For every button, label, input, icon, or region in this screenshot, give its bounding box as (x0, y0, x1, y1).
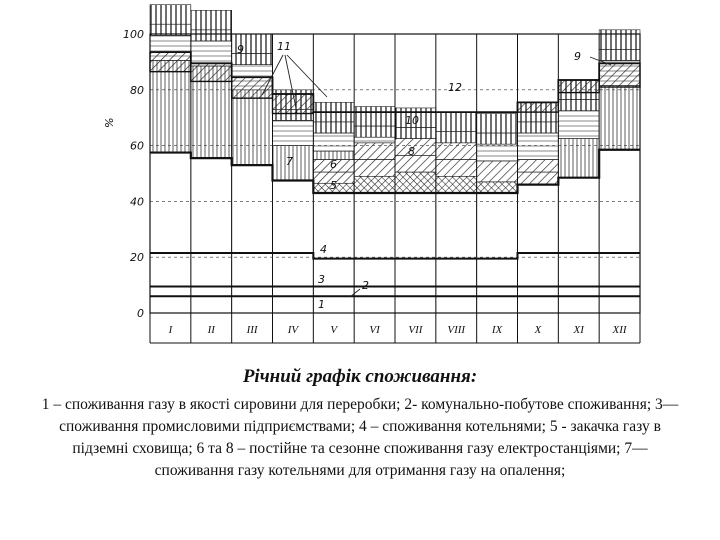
top-cap-XI (558, 80, 599, 93)
segment-2-X (518, 286, 559, 296)
month-label-VII: VII (408, 324, 423, 336)
segment-4-VII (395, 193, 436, 259)
series-label-9-right: 9 (574, 50, 581, 63)
segment-6-X (518, 172, 559, 185)
segment-2-XII (599, 286, 640, 296)
segment-3-IX (477, 259, 518, 287)
month-label-XII: XII (612, 324, 627, 336)
segment-3-IV (273, 253, 314, 286)
month-label-VI: VI (369, 324, 380, 336)
segment-10-IX (477, 144, 518, 161)
segment-3-XII (599, 253, 640, 286)
figure-caption (34, 366, 686, 482)
month-label-IX: IX (491, 324, 503, 336)
segment-5-VII (395, 172, 436, 193)
segment-10-II (191, 41, 232, 66)
segment-2-I (150, 286, 191, 296)
segment-3-I (150, 253, 191, 286)
segment-3-VIII (436, 259, 477, 287)
month-label-VIII: VIII (447, 324, 466, 336)
segment-4-VIII (436, 193, 477, 259)
segment-3-VII (395, 259, 436, 287)
top-cap-I (150, 52, 191, 72)
segment-4-X (518, 185, 559, 253)
segment-9-IX (477, 114, 518, 134)
month-label-II: II (207, 324, 215, 336)
segment-4-VI (354, 193, 395, 259)
series-label-12: 12 (448, 81, 462, 94)
segment-4-II (191, 158, 232, 253)
segment-1-XI (558, 296, 599, 313)
series-label-10: 10 (405, 114, 419, 127)
series-label-11: 11 (277, 40, 291, 53)
month-label-IV: IV (287, 324, 299, 336)
segment-12-IX (477, 133, 518, 144)
segment-2-V (313, 286, 354, 296)
segment-10-X (518, 133, 559, 160)
segment-3-II (191, 253, 232, 286)
y-tick-label: 100 (123, 28, 144, 41)
segment-8-VII (395, 139, 436, 156)
y-axis-labels (123, 28, 144, 320)
segment-1-IX (477, 296, 518, 313)
segment-2-IX (477, 286, 518, 296)
top-cap-III (232, 77, 273, 98)
segment-12-VI (354, 126, 395, 137)
segment-3-XI (558, 253, 599, 286)
segment-12-VIII (436, 132, 477, 143)
month-label-X: X (534, 324, 542, 336)
segment-4-III (232, 165, 273, 253)
segment-12-XII (599, 49, 640, 60)
segment-10-XI (558, 111, 599, 139)
segment-12-II (191, 30, 232, 41)
month-label-XI: XI (573, 324, 584, 336)
segment-7-XI (558, 139, 599, 178)
segment-5-VI (354, 176, 395, 193)
segment-12-V (313, 122, 354, 133)
series-label-6: 6 (330, 158, 337, 171)
segment-2-II (191, 286, 232, 296)
series-label-3: 3 (318, 273, 325, 286)
segment-9-I (150, 5, 191, 25)
segment-8-X (518, 160, 559, 173)
segment-2-VII (395, 286, 436, 296)
caption-text: 1 – споживання газу в якості сировини для переробки; 2- комунально-побутове споживання; 3— споживання промисловими підприємствами; 4 – споживання котельнями; 5 - закачка газу в підземні сховища; 6 та 8 – постійне та сезонне споживання газу електростанціями; 7— споживання газу котельнями для отримання газу на опалення; (41, 396, 679, 479)
segment-9-VIII (436, 112, 477, 132)
segment-2-IV (273, 286, 314, 296)
series-label-2: 2 (362, 279, 369, 292)
caption-title: Річний графік споживання: (242, 366, 478, 387)
segment-9-VI (354, 107, 395, 127)
series-label-7: 7 (286, 155, 293, 168)
segment-4-IX (477, 193, 518, 259)
month-labels (168, 324, 628, 336)
segment-1-VIII (436, 296, 477, 313)
series-label-4: 4 (320, 243, 327, 256)
series-label-1: 1 (318, 298, 325, 311)
segment-1-X (518, 296, 559, 313)
segment-2-XI (558, 286, 599, 296)
segment-12-VII (395, 127, 436, 138)
segment-5-VIII (436, 176, 477, 193)
segment-3-III (232, 253, 273, 286)
y-tick-label: 40 (130, 195, 144, 209)
segment-1-VI (354, 296, 395, 313)
segment-6-VII (395, 155, 436, 172)
segment-10-IV (273, 120, 314, 145)
top-cap-IV (273, 94, 314, 114)
segment-6-VIII (436, 160, 477, 177)
y-axis-label: % (103, 117, 116, 128)
segment-3-VI (354, 259, 395, 287)
segment-9-XII (599, 30, 640, 50)
series-label-9-left: 9 (237, 43, 244, 56)
segment-7-XII (599, 86, 640, 150)
segment-2-VI (354, 286, 395, 296)
series-label-5: 5 (330, 179, 337, 192)
segment-1-XII (599, 296, 640, 313)
segment-12-X (518, 122, 559, 133)
top-cap-II (191, 63, 232, 81)
segment-1-IV (273, 296, 314, 313)
segment-10-V (313, 133, 354, 151)
segment-1-II (191, 296, 232, 313)
month-label-V: V (330, 324, 338, 336)
y-tick-label: 20 (130, 251, 144, 265)
segment-4-IV (273, 180, 314, 253)
segment-1-I (150, 296, 191, 313)
top-cap-XII (599, 63, 640, 87)
segment-3-X (518, 253, 559, 286)
segment-10-VI (354, 137, 395, 143)
segment-9-II (191, 10, 232, 30)
y-tick-label: 0 (137, 307, 144, 320)
segment-6-VI (354, 160, 395, 177)
month-label-I: I (168, 324, 173, 336)
segment-1-III (232, 296, 273, 313)
segment-4-I (150, 153, 191, 253)
segment-5-IX (477, 182, 518, 193)
segment-7-III (232, 90, 273, 165)
segment-2-III (232, 286, 273, 296)
month-label-III: III (246, 324, 258, 336)
top-cap-X (518, 102, 559, 112)
segment-6-IX (477, 161, 518, 182)
segment-12-XI (558, 100, 599, 111)
y-tick-label: 60 (130, 139, 144, 153)
series-label-8: 8 (408, 145, 415, 158)
y-tick-label: 80 (130, 83, 144, 97)
segment-4-XI (558, 178, 599, 253)
segment-2-VIII (436, 286, 477, 296)
segment-7-I (150, 61, 191, 153)
segment-1-VII (395, 296, 436, 313)
